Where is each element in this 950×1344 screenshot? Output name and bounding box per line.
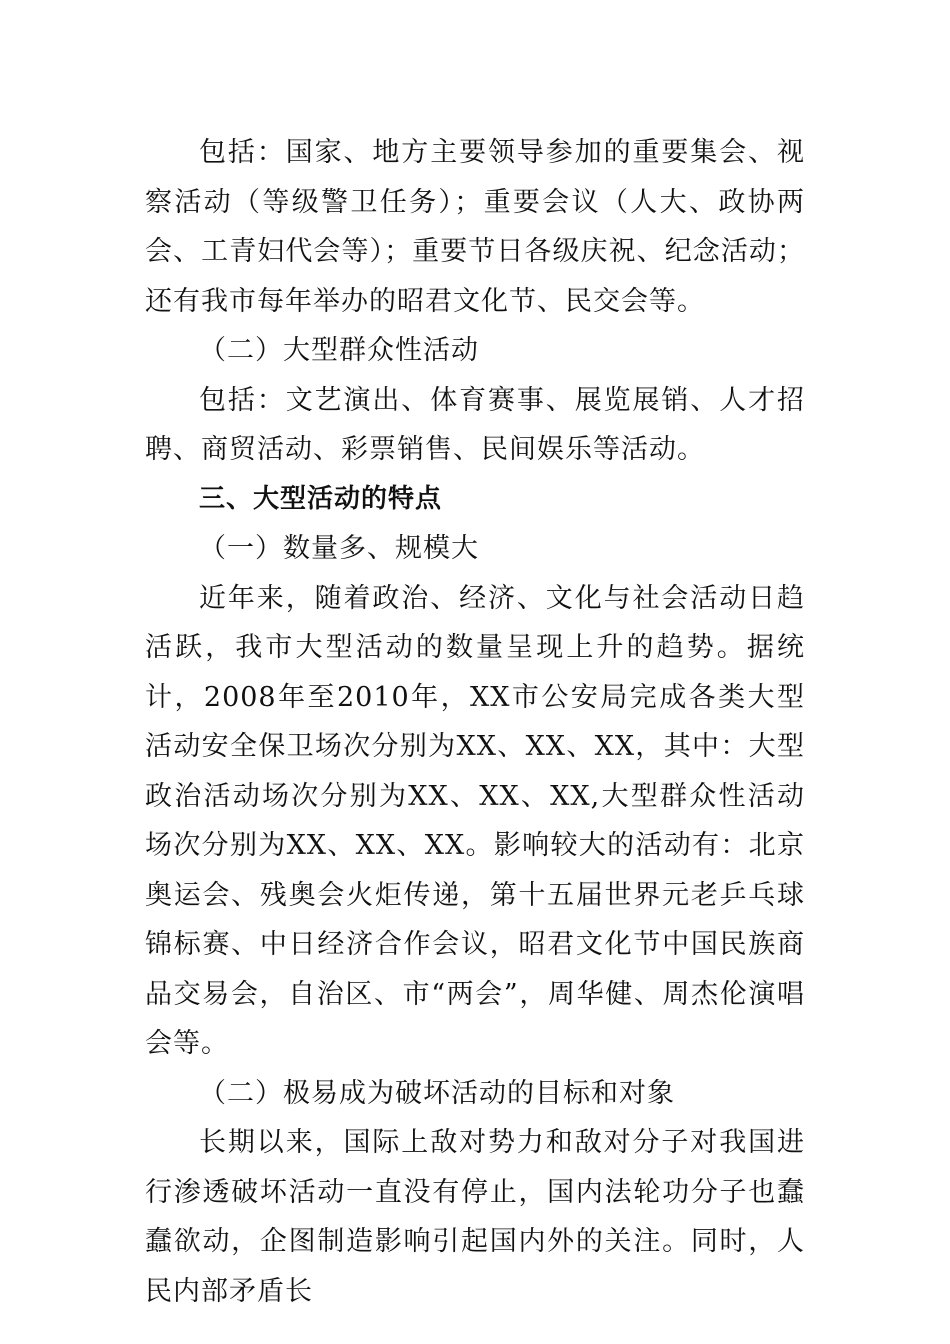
subheading-mass-activities: （二）大型群众性活动	[199, 335, 479, 366]
document-body	[145, 128, 805, 1316]
paragraph-political-activities: 包括：国家、地方主要领导参加的重要集会、视察活动（等级警卫任务）；重要会议（人大、政协两会、工青妇代会等）；重要节日各级庆祝、纪念活动；还有我市每年举办的昭君文化节、民交会等。	[145, 137, 805, 317]
paragraph-mass-activities: 包括：文艺演出、体育赛事、展览展销、人才招聘、商贸活动、彩票销售、民间娱乐等活动。	[145, 384, 805, 465]
paragraph-sabotage: 长期以来，国际上敌对势力和敌对分子对我国进行渗透破坏活动一直没有停止，国内法轮功分子也蠢蠢欲动，企图制造影响引起国内外的关注。同时，人民内部矛盾长	[145, 1127, 805, 1307]
subheading-sabotage-target: （二）极易成为破坏活动的目标和对象	[199, 1077, 675, 1109]
paragraph-statistics: 近年来，随着政治、经济、文化与社会活动日趋活跃，我市大型活动的数量呈现上升的趋势。据统计，2008年至2010年，XX市公安局完成各类大型活动安全保卫场次分别为XX、XX、XX，其中：大型政治活动场次分别为XX、XX、XX,大型群众性活动场次分别为XX、XX、XX。影响较大的活动有：北京奥运会、残奥会火炬传递，第十五届世界元老乒乓球锦标赛、中日经济合作会议，昭君文化节中国民族商品交易会，自治区、市“两会”，周华健、周杰伦演唱会等。	[145, 582, 805, 1059]
subheading-quantity-scale: （一）数量多、规模大	[199, 533, 479, 564]
section-heading-characteristics: 三、大型活动的特点	[199, 483, 443, 514]
